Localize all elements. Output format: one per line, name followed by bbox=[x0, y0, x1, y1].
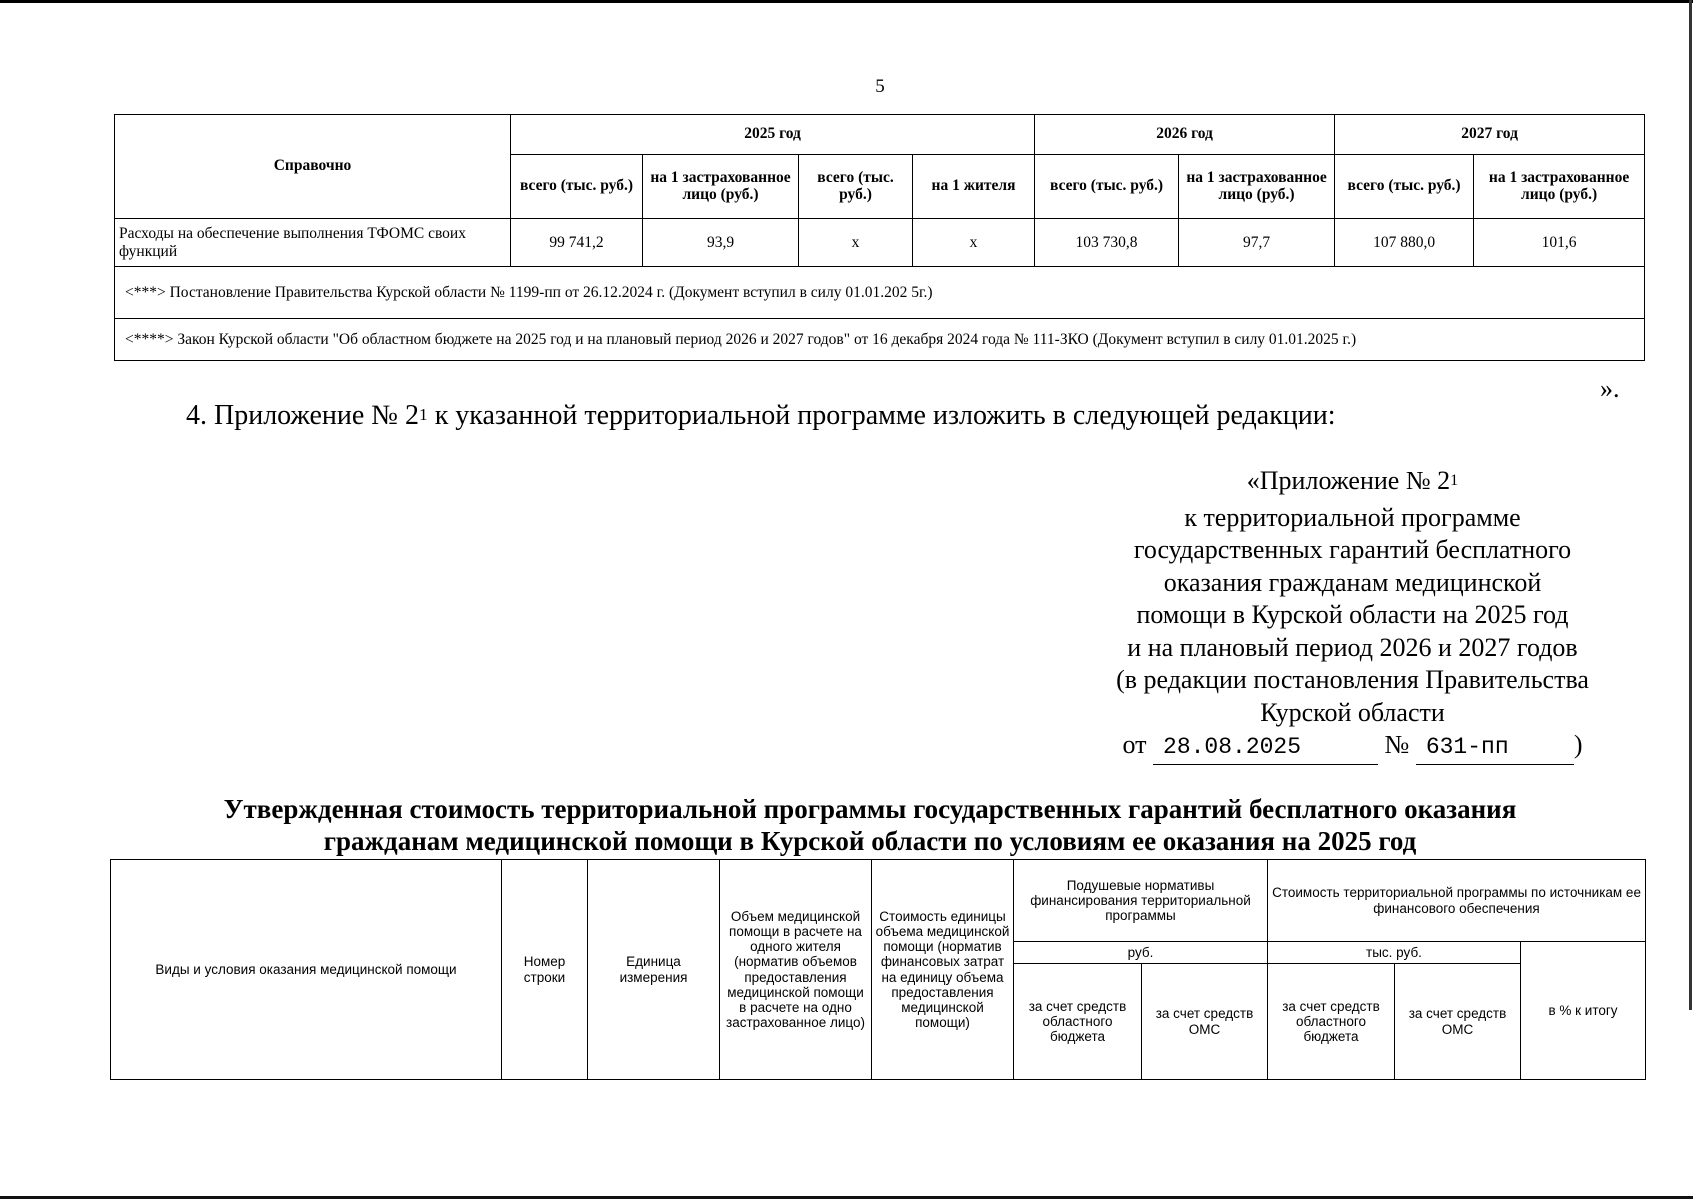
ref-cell: 93,9 bbox=[643, 219, 799, 267]
ref-col-header: всего (тыс. руб.) bbox=[799, 155, 913, 219]
ref-cell: х bbox=[799, 219, 913, 267]
oms-funds-header: за счет средств ОМС bbox=[1395, 964, 1521, 1080]
cost-sources-group-header: Стоимость территориальной программы по источникам ее финансового обеспечения bbox=[1268, 860, 1646, 942]
number-label: № bbox=[1384, 730, 1410, 759]
closing-quote: ». bbox=[1600, 374, 1620, 403]
page-number: 5 bbox=[875, 76, 885, 97]
regional-budget-header: за счет средств областного бюджета bbox=[1014, 964, 1142, 1080]
appendix-line: (в редакции постановления Правительства bbox=[1116, 665, 1589, 694]
appendix-line: оказания гражданам медицинской bbox=[1163, 567, 1542, 597]
ref-col-header: всего (тыс. руб.) bbox=[1035, 155, 1179, 219]
ref-cell: 101,6 bbox=[1474, 219, 1645, 267]
ref-cell: 97,7 bbox=[1179, 219, 1335, 267]
appendix-line: к территориальной программе bbox=[1184, 502, 1521, 532]
ref-cell: 99 741,2 bbox=[511, 219, 643, 267]
ref-cell: х bbox=[913, 219, 1035, 267]
ref-col-header: на 1 застрахованное лицо (руб.) bbox=[643, 155, 799, 219]
ref-row-label: Расходы на обеспечение выполнения ТФОМС своих функций bbox=[115, 219, 511, 267]
cost-table bbox=[110, 859, 1646, 1080]
item-4-instruction bbox=[186, 400, 1336, 432]
ref-cell: 103 730,8 bbox=[1035, 219, 1179, 267]
ref-col-header: на 1 застрахованное лицо (руб.) bbox=[1474, 155, 1645, 219]
table-row bbox=[115, 219, 1645, 267]
unit-rub-header: руб. bbox=[1014, 942, 1268, 964]
document-title-line: Утвержденная стоимость территориальной программы государственных гарантий бесплатного оказания bbox=[223, 794, 1517, 824]
document-title bbox=[150, 793, 1590, 857]
appendix-line: государственных гарантий бесплатного bbox=[1133, 535, 1572, 564]
ref-col-header: всего (тыс. руб.) bbox=[511, 155, 643, 219]
ref-col-header: на 1 застрахованное лицо (руб.) bbox=[1179, 155, 1335, 219]
appendix-line: Курской области bbox=[1260, 697, 1445, 727]
ref-header-label: Справочно bbox=[115, 115, 511, 219]
ref-year-2027: 2027 год bbox=[1335, 115, 1645, 155]
bottom-edge-line bbox=[0, 1196, 1693, 1199]
appendix-superscript: 1 bbox=[1450, 471, 1459, 489]
ref-col-header: на 1 жителя bbox=[913, 155, 1035, 219]
decree-number: 631-пп bbox=[1416, 731, 1574, 765]
appendix-line: и на плановый период 2026 и 2027 годов bbox=[1127, 632, 1578, 662]
ref-cell: 107 880,0 bbox=[1335, 219, 1474, 267]
right-edge-line bbox=[1689, 0, 1692, 1010]
from-label: от bbox=[1122, 730, 1147, 759]
col-types-header: Виды и условия оказания медицинской помощи bbox=[111, 860, 502, 1080]
ref-footnote: <***> Постановление Правительства Курской области № 1199-пп от 26.12.2024 г. (Документ вступил в силу 01.01.202 5г.) bbox=[115, 267, 1645, 319]
ref-col-header: всего (тыс. руб.) bbox=[1335, 155, 1474, 219]
appendix-line: помощи в Курской области на 2025 год bbox=[1136, 600, 1569, 629]
appendix-date-line bbox=[1070, 729, 1635, 765]
col-row-number-header: Номер строки bbox=[502, 860, 588, 1080]
ref-footnote: <****> Закон Курской области "Об областном бюджете на 2025 год и на плановый период 2026 и 2027 годов" от 16 декабря 2024 года № 111-ЗКО (Документ вступил в силу 01.01.2025 г.) bbox=[115, 319, 1645, 361]
appendix-header bbox=[1070, 465, 1635, 765]
item-4-text: 4. Приложение № 2 bbox=[186, 400, 419, 431]
percent-total-header: в % к итогу bbox=[1521, 942, 1646, 1080]
unit-thousand-rub-header: тыс. руб. bbox=[1268, 942, 1521, 964]
oms-funds-header: за счет средств ОМС bbox=[1142, 964, 1268, 1080]
reference-table bbox=[114, 114, 1645, 361]
document-title-line: гражданам медицинской помощи в Курской области по условиям ее оказания на 2025 год bbox=[323, 826, 1417, 856]
appendix-title bbox=[1070, 465, 1635, 502]
ref-year-2025: 2025 год bbox=[511, 115, 1035, 155]
regional-budget-header: за счет средств областного бюджета bbox=[1268, 964, 1395, 1080]
closing-paren: ) bbox=[1573, 730, 1583, 759]
item-4-text-rest: к указанной территориальной программе изложить в следующей редакции: bbox=[427, 400, 1336, 431]
appendix-title-text: «Приложение № 2 bbox=[1246, 466, 1451, 495]
decree-date: 28.08.2025 bbox=[1153, 731, 1378, 765]
top-edge-line bbox=[0, 0, 1693, 3]
col-volume-header: Объем медицинской помощи в расчете на одного жителя (норматив объемов предоставления медицинской помощи в расчете на одно застрахованное лицо) bbox=[720, 860, 872, 1080]
per-capita-group-header: Подушевые нормативы финансирования территориальной программы bbox=[1014, 860, 1268, 942]
col-unit-cost-header: Стоимость единицы объема медицинской помощи (норматив финансовых затрат на единицу объема предоставления медицинской помощи) bbox=[872, 860, 1014, 1080]
item-4-superscript: 1 bbox=[419, 404, 428, 424]
col-unit-header: Единица измерения bbox=[588, 860, 720, 1080]
ref-year-2026: 2026 год bbox=[1035, 115, 1335, 155]
